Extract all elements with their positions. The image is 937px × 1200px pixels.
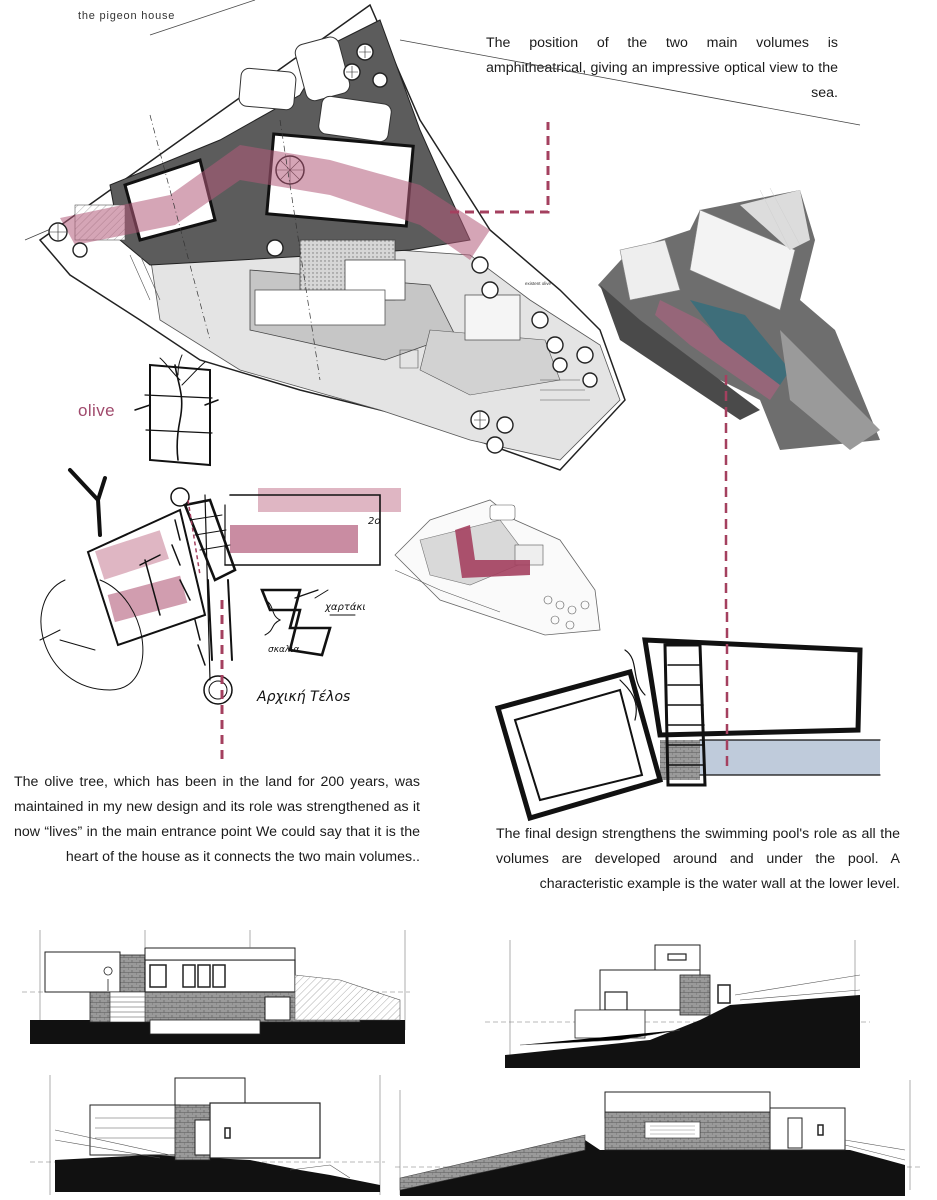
elevation-1: [22, 930, 410, 1044]
elevation-2: [485, 940, 870, 1068]
sketch-note-level: 2ο: [368, 516, 381, 527]
views-paragraph: The position of the two main volumes is amphitheatrical, giving an impressive optical view to the sea.: [486, 35, 838, 101]
elevation-3: [30, 1075, 385, 1195]
olive-label: olive: [78, 401, 115, 420]
aerial-3d-view: [598, 188, 880, 450]
site-note: existent olive: [525, 281, 552, 286]
elevation-4: [395, 1080, 920, 1196]
concept-sketch: [40, 470, 401, 760]
sketch-note-paper: χαρτάκι: [325, 602, 366, 613]
pool-paragraph: The final design strengthens the swimming pool's role as all the volumes are developed around and under the pool. A characteristic example is the water wall at the lower level.: [496, 826, 900, 892]
olive-sketch: [135, 355, 218, 465]
brand-title: the pigeon house: [78, 10, 176, 22]
sketch-note-stairs: σκαλια: [268, 645, 300, 655]
olive-paragraph: The olive tree, which has been in the land for 200 years, was maintained in my new design and its role was strengthened as it now “lives” in the main entrance point We could say that it is the heart of the house as it connects the two main volumes..: [14, 774, 420, 865]
small-plan: [395, 500, 600, 635]
pool-sketch: [498, 640, 880, 818]
sketch-note-main: Αρχική Τέλοs: [257, 689, 351, 705]
